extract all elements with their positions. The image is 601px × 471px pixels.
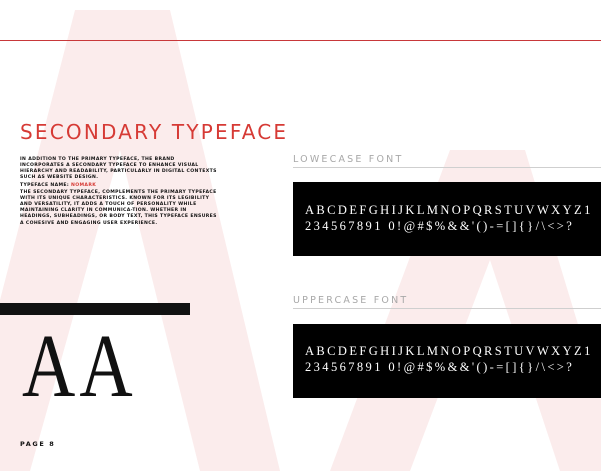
uppercase-glyph-set: ABCDEFGHIJKLMNOPQRSTUVWXYZ1234567891 0!@#$%&&'()-=[]{}/\<>? [305, 344, 593, 374]
typeface-name-line [20, 183, 220, 189]
description-paragraph: THE SECONDARY TYPEFACE, COMPLEMENTS THE PRIMARY TYPEFACE WITH ITS UNIQUE CHARACTERISTICS. KNOWN FOR ITS LEGIBILITY AND VERSATILITY, IT ADDS A TOUCH OF PERSONALITY WHILE MAINTAINING CLARITY IN COMMUNICA-TION. WHETHER IN HEADINGS, SUBHEADINGS, OR BODY TEXT, THIS TYPEFACE ENSURES A COHESIVE AND ENGAGING USER EXPERIENCE. [20, 189, 217, 226]
lowercase-glyph-box [293, 182, 601, 256]
typeface-sample-letters: AA [22, 317, 137, 416]
decorative-black-bar [0, 303, 190, 315]
lowercase-font-label: LOWECASE FONT [293, 154, 404, 165]
uppercase-glyph-box [293, 324, 601, 398]
page-title: SECONDARY TYPEFACE [20, 120, 289, 144]
uppercase-font-label: UPPERCASE FONT [293, 295, 409, 306]
lowercase-divider [293, 167, 601, 168]
page-number: PAGE 8 [20, 440, 56, 448]
uppercase-divider [293, 308, 601, 309]
intro-paragraph: IN ADDITION TO THE PRIMARY TYPEFACE, THE BRAND INCORPORATES A SECONDARY TYPEFACE TO ENHANCE VISUAL HIERARCHY AND READABILITY, PARTICULARLY IN DIGITAL CONTEXTS SUCH AS WEBSITE DESIGN. [20, 156, 217, 181]
typeface-name-label: TYPEFACE NAME: [20, 182, 70, 188]
typeface-name-value: NOMARK [71, 182, 97, 188]
lowercase-glyph-set: ABCDEFGHIJKLMNOPQRSTUVWXYZ1234567891 0!@#$%&&'()-=[]{}/\<>? [305, 203, 593, 233]
top-divider-line [0, 40, 601, 41]
